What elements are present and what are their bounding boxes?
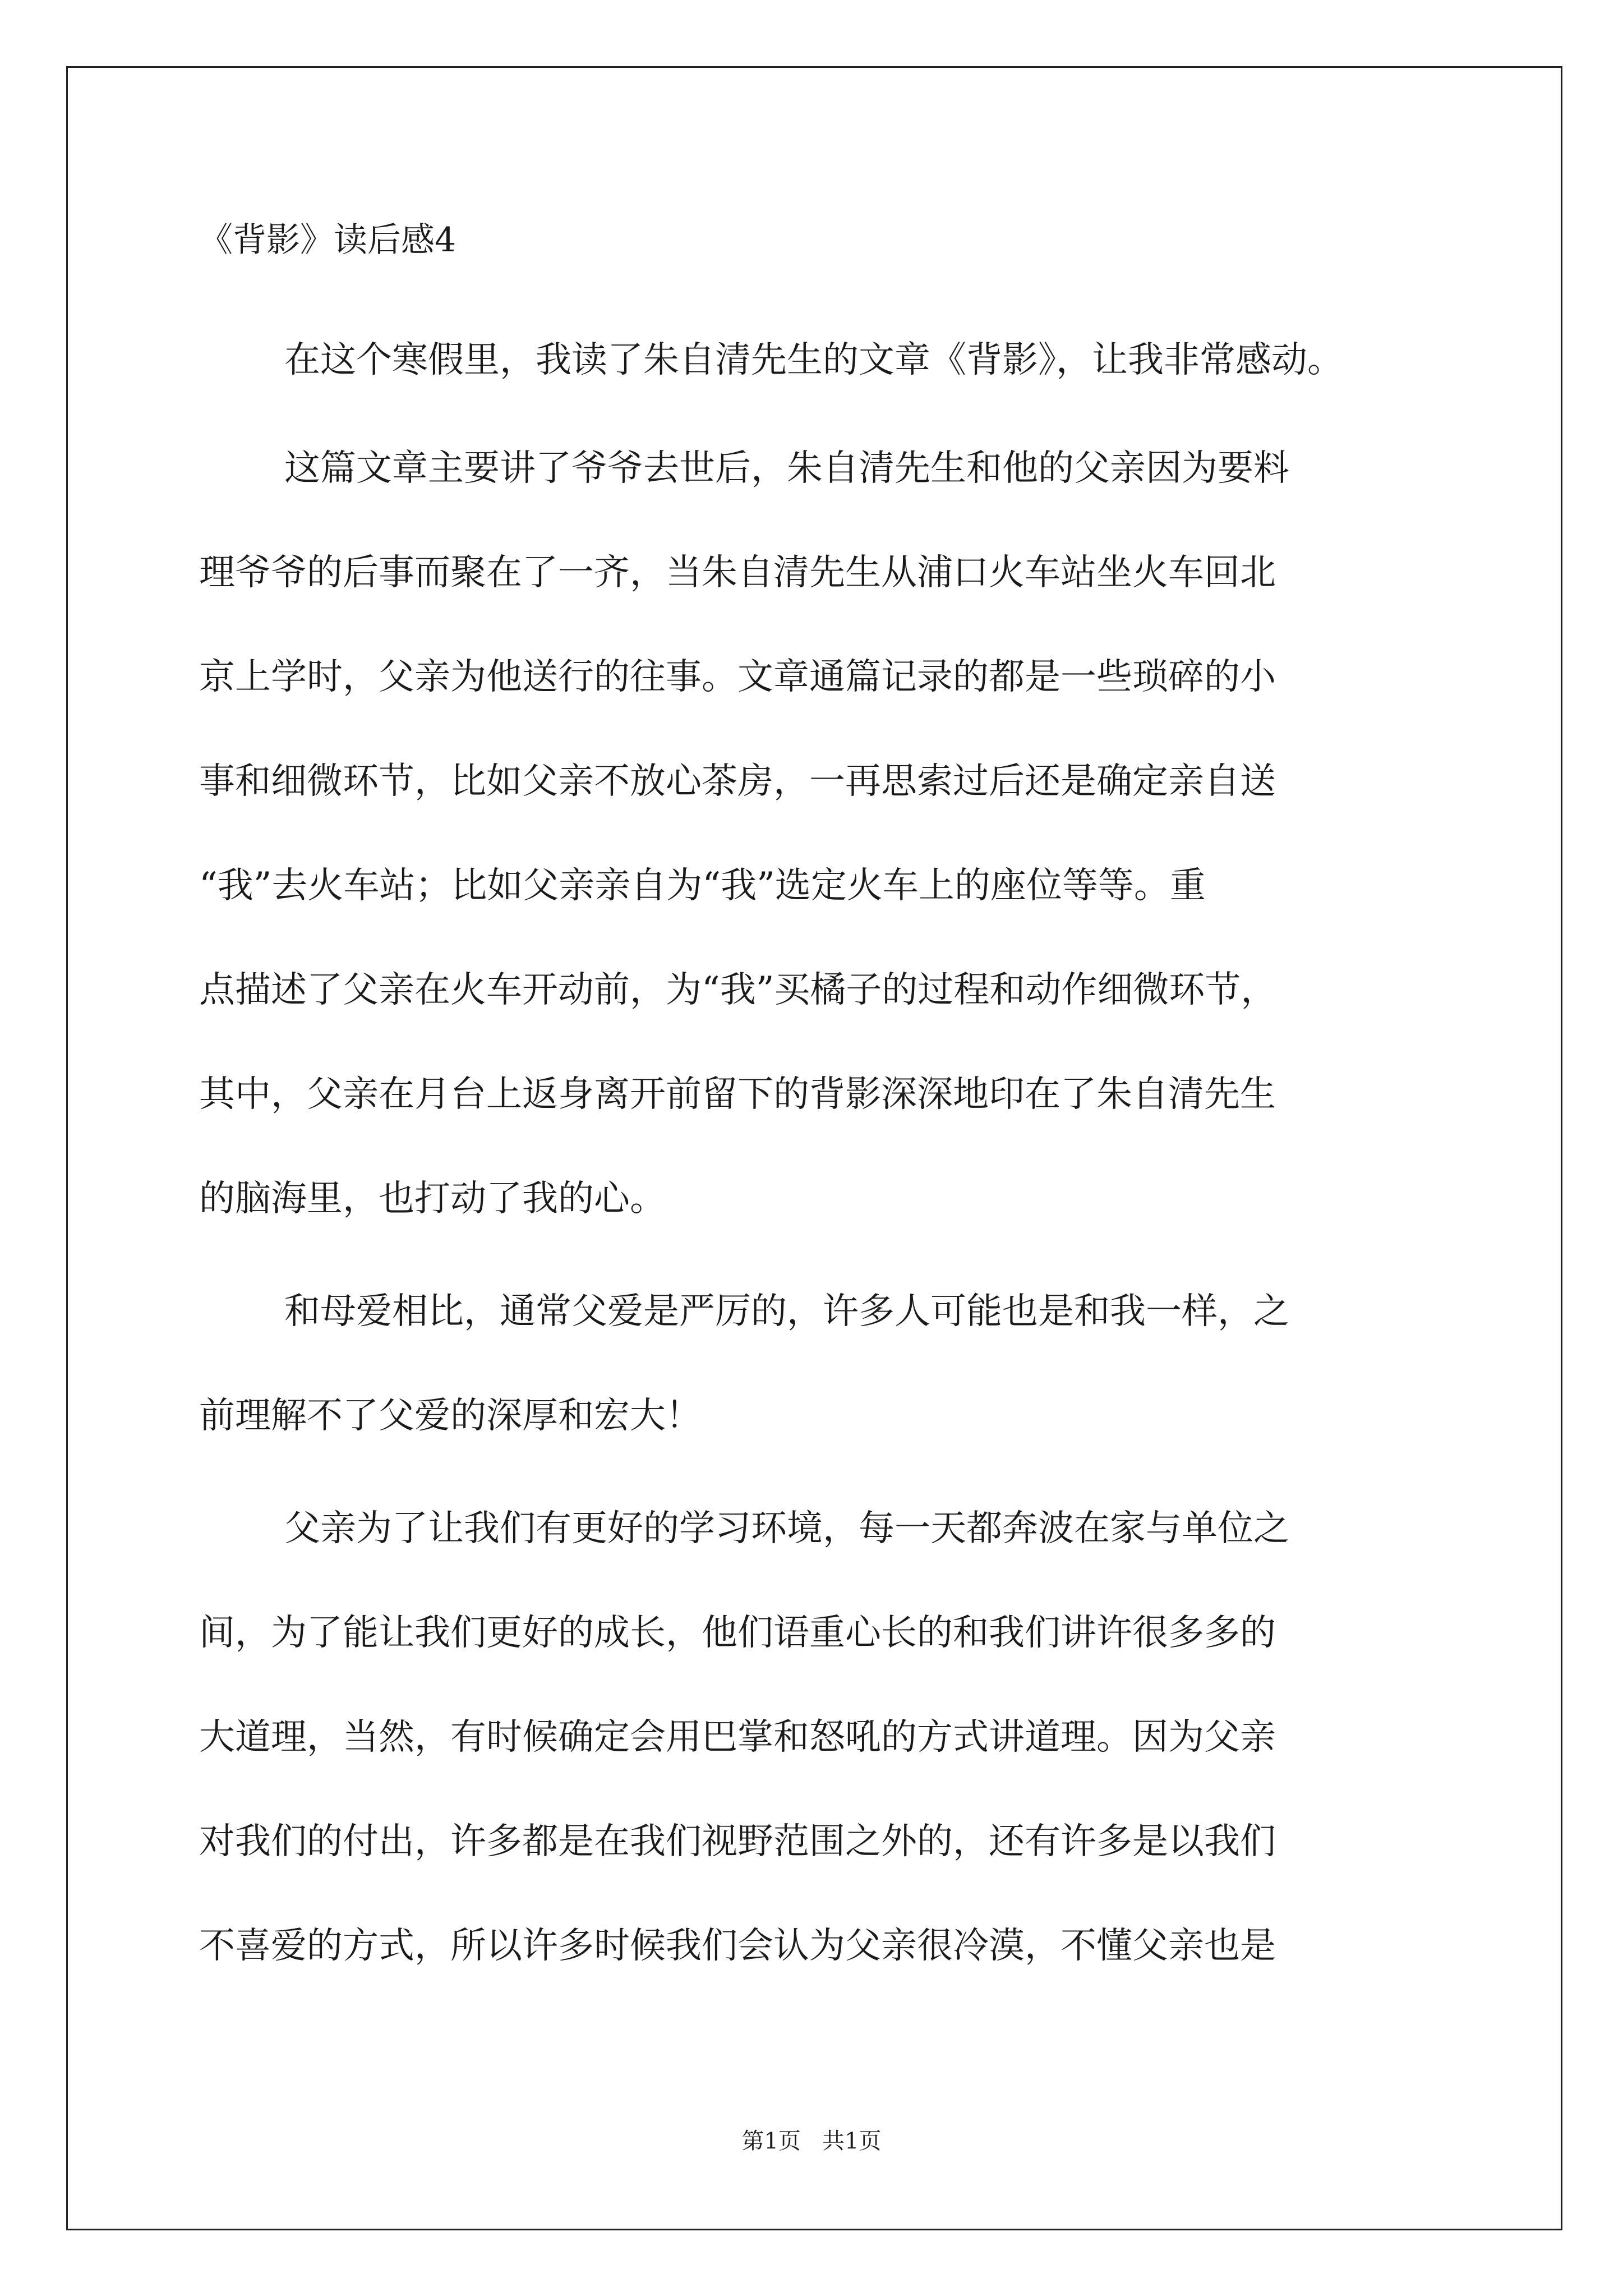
text-line: “我”去火车站；比如父亲亲自为“我”选定火车上的座位等等。重 — [199, 865, 1206, 907]
text-line: 和母爱相比，通常父爱是严厉的，许多人可能也是和我一样，之 — [284, 1291, 1289, 1332]
text-line: 前理解不了父爱的深厚和宏大！ — [199, 1395, 702, 1437]
text-line: 间，为了能让我们更好的成长，他们语重心长的和我们讲许很多多的 — [199, 1612, 1276, 1654]
text-line: 其中，父亲在月台上返身离开前留下的背影深深地印在了朱自清先生 — [199, 1074, 1276, 1115]
text-line: 对我们的付出，许多都是在我们视野范围之外的，还有许多是以我们 — [199, 1821, 1276, 1862]
text-line: 京上学时，父亲为他送行的往事。文章通篇记录的都是一些琐碎的小 — [199, 656, 1276, 698]
text-line: 在这个寒假里，我读了朱自清先生的文章《背影》，让我非常感动。 — [284, 339, 1343, 381]
document-title: 《背影》读后感4 — [199, 220, 457, 260]
text-line: 事和细微环节，比如父亲不放心茶房，一再思索过后还是确定亲自送 — [199, 761, 1276, 802]
text-line: 大道理，当然，有时候确定会用巴掌和怒吼的方式讲道理。因为父亲 — [199, 1717, 1276, 1758]
text-line: 父亲为了让我们有更好的学习环境，每一天都奔波在家与单位之 — [284, 1508, 1289, 1549]
text-line: 理爷爷的后事而聚在了一齐，当朱自清先生从浦口火车站坐火车回北 — [199, 552, 1276, 593]
text-line: 不喜爱的方式，所以许多时候我们会认为父亲很冷漠，不懂父亲也是 — [199, 1925, 1276, 1967]
page-border — [66, 66, 1562, 2230]
text-line: 这篇文章主要讲了爷爷去世后，朱自清先生和他的父亲因为要料 — [284, 448, 1289, 489]
text-line: 的脑海里，也打动了我的心。 — [199, 1178, 666, 1220]
page-number: 第1页 共1页 — [741, 2128, 882, 2154]
text-line: 点描述了父亲在火车开动前，为“我”买橘子的过程和动作细微环节， — [199, 969, 1277, 1011]
